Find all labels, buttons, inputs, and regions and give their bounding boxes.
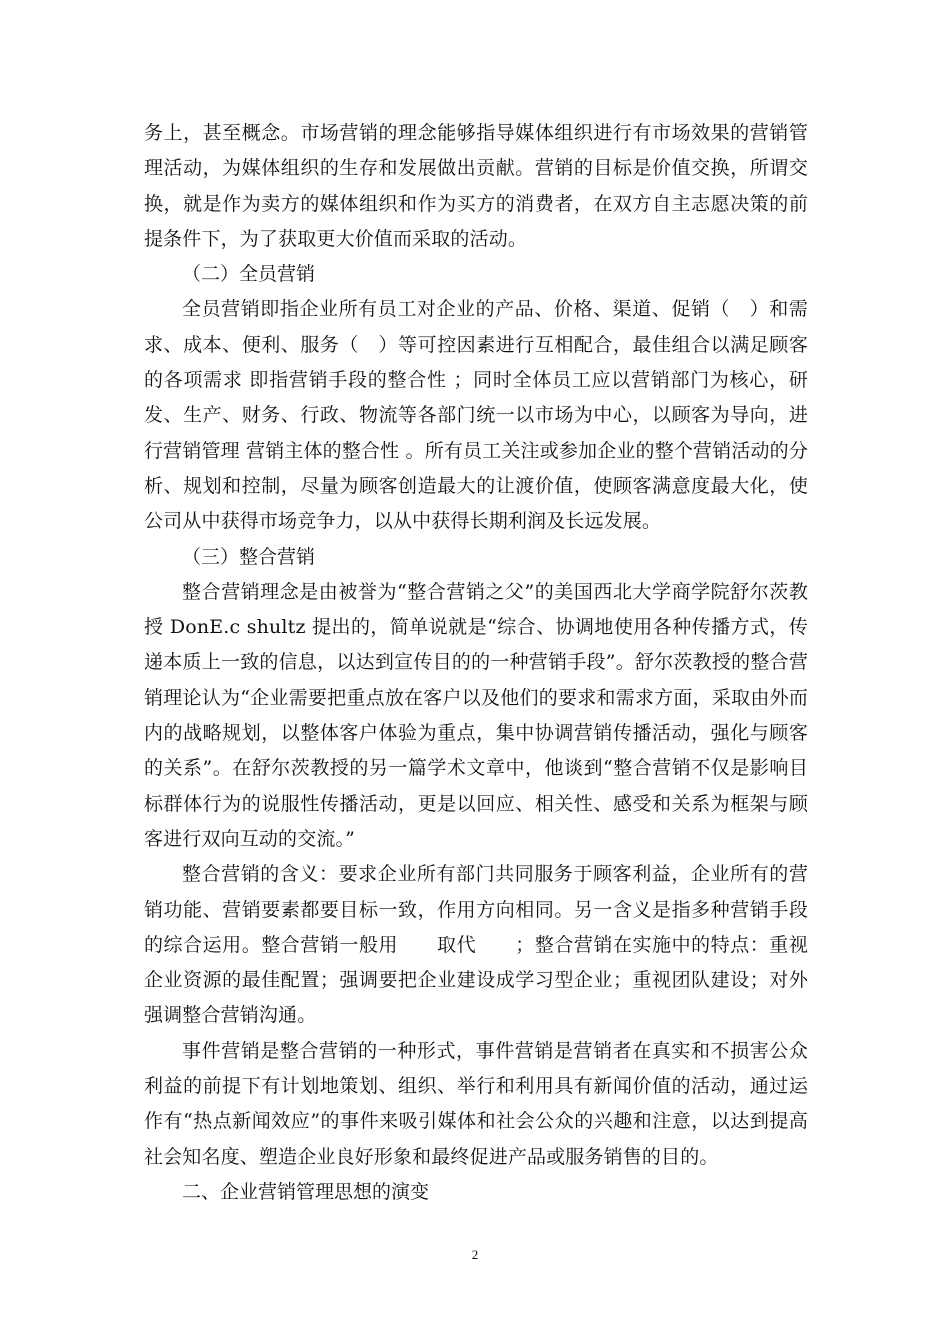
section-heading-integrated-marketing: （三）整合营销 (182, 545, 316, 568)
paragraph-all-staff-marketing: 全员营销即指企业所有员工对企业的产品、价格、渠道、促销（ ）和需求、成本、便利、服务（ ）等可控因素进行互相配合，最佳组合以满足顾客的各项需求 即指营销手段的整合性 ；同时全体员工应以营销部门为核心，研发、生产、财务、行政、物流等各部门统一以市场为中心，以顾客为导向，进行营销管理 营销主体的整合性 。所有员工关注或参加企业的整个营销活动的分析、规划和控制，尽量为顾客创造最大的让渡价值，使顾客满意度最大化，使公司从中获得市场竞争力，以从中获得长期利润及长远发展。 (144, 298, 808, 533)
paragraph-integrated-marketing-meaning: 整合营销的含义：要求企业所有部门共同服务于顾客利益，企业所有的营销功能、营销要素都要目标一致，作用方向相同。另一含义是指多种营销手段的综合运用。整合营销一般用 取代 ；整合营销在实施中的特点：重视企业资源的最佳配置；强调要把企业建设成学习型企业；重视团队建设；对外强调整合营销沟通。 (144, 863, 808, 1027)
paragraph-integrated-marketing-theory: 整合营销理念是由被誉为“整合营销之父”的美国西北大学商学院舒尔茨教授 DonE.c shultz 提出的，简单说就是“综合、协调地使用各种传播方式，传递本质上一致的信息，以达到宣传目的的一种营销手段”。舒尔茨教授的整合营销理论认为“企业需要把重点放在客户以及他们的要求和需求方面，采取由外而内的战略规划，以整体客户体验为重点，集中协调营销传播活动，强化与顾客的关系”。在舒尔茨教授的另一篇学术文章中，他谈到“整合营销不仅是影响目标群体行为的说服性传播活动，更是以回应、相关性、感受和关系为框架与顾客进行双向互动的交流。” (144, 580, 808, 850)
page-number: 2 (471, 1247, 479, 1262)
section-heading-all-staff-marketing: （二）全员营销 (182, 263, 316, 286)
paragraph-event-marketing: 事件营销是整合营销的一种形式，事件营销是营销者在真实和不损害公众利益的前提下有计划地策划、组织、举行和利用具有新闻价值的活动，通过运作有“热点新闻效应”的事件来吸引媒体和社会公众的兴趣和注意，以达到提高社会知名度、塑造企业良好形象和最终促进产品或服务销售的目的。 (144, 1039, 808, 1168)
section-heading-evolution: 二、企业营销管理思想的演变 (182, 1180, 430, 1203)
document-body (144, 116, 808, 1210)
paragraph-marketing-concept: 务上，甚至概念。市场营销的理念能够指导媒体组织进行有市场效果的营销管理活动，为媒体组织的生存和发展做出贡献。营销的目标是价值交换，所谓交换，就是作为卖方的媒体组织和作为买方的消费者，在双方自主志愿决策的前提条件下，为了获取更大价值而采取的活动。 (144, 122, 808, 250)
